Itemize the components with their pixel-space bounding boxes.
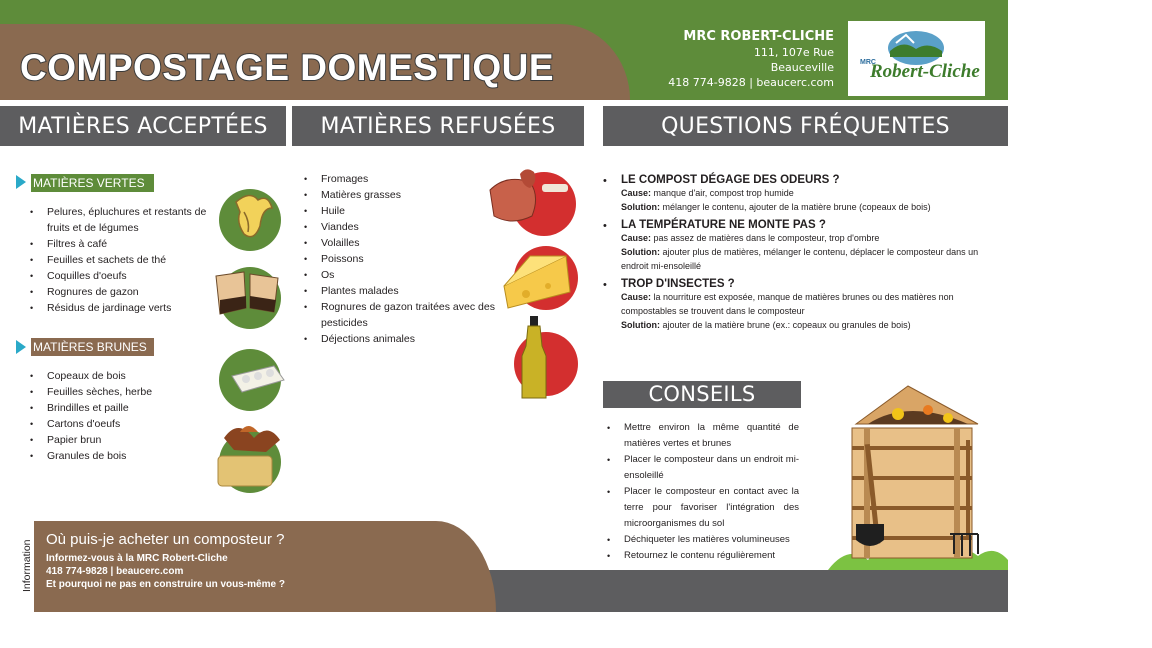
org-contact-line: 418 774-9828 | beaucerc.com bbox=[668, 76, 834, 89]
oil-bottle-icon bbox=[514, 316, 578, 398]
faq-solution: Solution: mélanger le contenu, ajouter de la matière brune (copeaux de bois) bbox=[621, 202, 931, 212]
footer-grey-band bbox=[480, 570, 1008, 612]
faq-question: • LA TEMPÉRATURE NE MONTE PAS ? bbox=[621, 219, 826, 231]
list-item: • Viandes bbox=[321, 219, 496, 235]
list-item: • Fromages bbox=[321, 171, 496, 187]
coffee-filter-icon bbox=[216, 267, 281, 329]
info-title: Où puis-je acheter un composteur ? bbox=[46, 531, 285, 548]
faq-item bbox=[621, 278, 1001, 332]
list-item: • Coquilles d'oeufs bbox=[47, 268, 207, 284]
list-item: • Filtres à café bbox=[47, 236, 207, 252]
cheese-icon bbox=[504, 246, 578, 310]
list-item: • Placer le composteur dans un endroit mi-ensoleillé bbox=[624, 452, 799, 484]
faq-item bbox=[621, 219, 1001, 273]
list-item: • Papier brun bbox=[47, 432, 207, 448]
org-contact-block bbox=[614, 28, 834, 90]
refused-section-header: MATIÈRES REFUSÉES bbox=[292, 106, 584, 146]
faq-solution: Solution: ajouter plus de matières, mélanger le contenu, déplacer le composteur dans un endroit mi-ensoleillé bbox=[621, 247, 979, 271]
list-item: • Rognures de gazon bbox=[47, 284, 207, 300]
faq-section-header: QUESTIONS FRÉQUENTES bbox=[603, 106, 1008, 146]
accepted-section-header: MATIÈRES ACCEPTÉES bbox=[0, 106, 286, 146]
info-line: Et pourquoi ne pas en construire un vous-même ? bbox=[46, 579, 285, 590]
list-item: • Déchiqueter les matières volumineuses bbox=[624, 532, 799, 548]
arrow-right-icon bbox=[16, 175, 26, 189]
faq-solution: Solution: ajouter de la matière brune (ex.: copeaux ou granules de bois) bbox=[621, 320, 911, 330]
info-text bbox=[46, 552, 285, 591]
egg-carton-icon bbox=[219, 349, 284, 411]
org-address-line2: Beauceville bbox=[770, 61, 834, 74]
list-item: • Feuilles sèches, herbe bbox=[47, 384, 207, 400]
green-materials-header: MATIÈRES VERTES bbox=[31, 174, 154, 192]
faq-item bbox=[621, 174, 1001, 214]
org-logo bbox=[848, 21, 985, 96]
list-item: • Mettre environ la même quantité de matières vertes et brunes bbox=[624, 420, 799, 452]
org-name: MRC ROBERT-CLICHE bbox=[683, 29, 834, 44]
green-materials-list bbox=[47, 204, 207, 316]
list-item: • Huile bbox=[321, 203, 496, 219]
faq-cause: Cause: pas assez de matières dans le composteur, trop d'ombre bbox=[621, 233, 880, 243]
list-item: • Cartons d'oeufs bbox=[47, 416, 207, 432]
info-line: 418 774-9828 | beaucerc.com bbox=[46, 566, 184, 577]
tips-section-header: CONSEILS bbox=[603, 381, 801, 408]
list-item: • Pelures, épluchures et restants de fruits et de légumes bbox=[47, 204, 207, 236]
refused-materials-list bbox=[321, 171, 496, 347]
org-address-line1: 111, 107e Rue bbox=[753, 46, 834, 59]
refused-illustrations bbox=[486, 160, 582, 406]
arrow-right-icon bbox=[16, 340, 26, 354]
composter-icon bbox=[828, 384, 1008, 572]
faq-list bbox=[621, 174, 1001, 337]
list-item: • Résidus de jardinage verts bbox=[47, 300, 207, 316]
brown-materials-header: MATIÈRES BRUNES bbox=[31, 338, 154, 356]
list-item: • Copeaux de bois bbox=[47, 368, 207, 384]
list-item: • Déjections animales bbox=[321, 331, 496, 347]
faq-question: • LE COMPOST DÉGAGE DES ODEURS ? bbox=[621, 174, 840, 186]
logo-mrc-text: MRC bbox=[860, 59, 876, 66]
banana-peel-icon bbox=[219, 189, 281, 251]
accepted-illustrations bbox=[214, 182, 286, 502]
list-item: • Volailles bbox=[321, 235, 496, 251]
list-item: • Granules de bois bbox=[47, 448, 207, 464]
logo-wordmark: Robert-Cliche bbox=[870, 61, 980, 82]
meat-icon bbox=[490, 169, 576, 236]
page-title: COMPOSTAGE DOMESTIQUE bbox=[20, 47, 555, 88]
faq-cause: Cause: la nourriture est exposée, manque de matières brunes ou des matières non compostables se trouvent dans le composteur bbox=[621, 292, 954, 316]
faq-cause: Cause: manque d'air, compost trop humide bbox=[621, 188, 794, 198]
list-item: • Feuilles et sachets de thé bbox=[47, 252, 207, 268]
info-tab-label: Information bbox=[21, 539, 33, 592]
info-line: Informez-vous à la MRC Robert-Cliche bbox=[46, 553, 228, 564]
list-item: • Plantes malades bbox=[321, 283, 496, 299]
list-item: • Os bbox=[321, 267, 496, 283]
faq-question: • TROP D'INSECTES ? bbox=[621, 278, 735, 290]
list-item: • Retournez le contenu régulièrement bbox=[624, 548, 799, 564]
list-item: • Placer le composteur en contact avec la terre pour favoriser l'intégration des microorganismes du sol bbox=[624, 484, 799, 532]
brown-materials-list bbox=[47, 368, 207, 464]
tips-list bbox=[624, 420, 799, 564]
leaves-hay-icon bbox=[218, 426, 281, 493]
list-item: • Brindilles et paille bbox=[47, 400, 207, 416]
list-item: • Matières grasses bbox=[321, 187, 496, 203]
list-item: • Rognures de gazon traitées avec des pesticides bbox=[321, 299, 496, 331]
list-item: • Poissons bbox=[321, 251, 496, 267]
